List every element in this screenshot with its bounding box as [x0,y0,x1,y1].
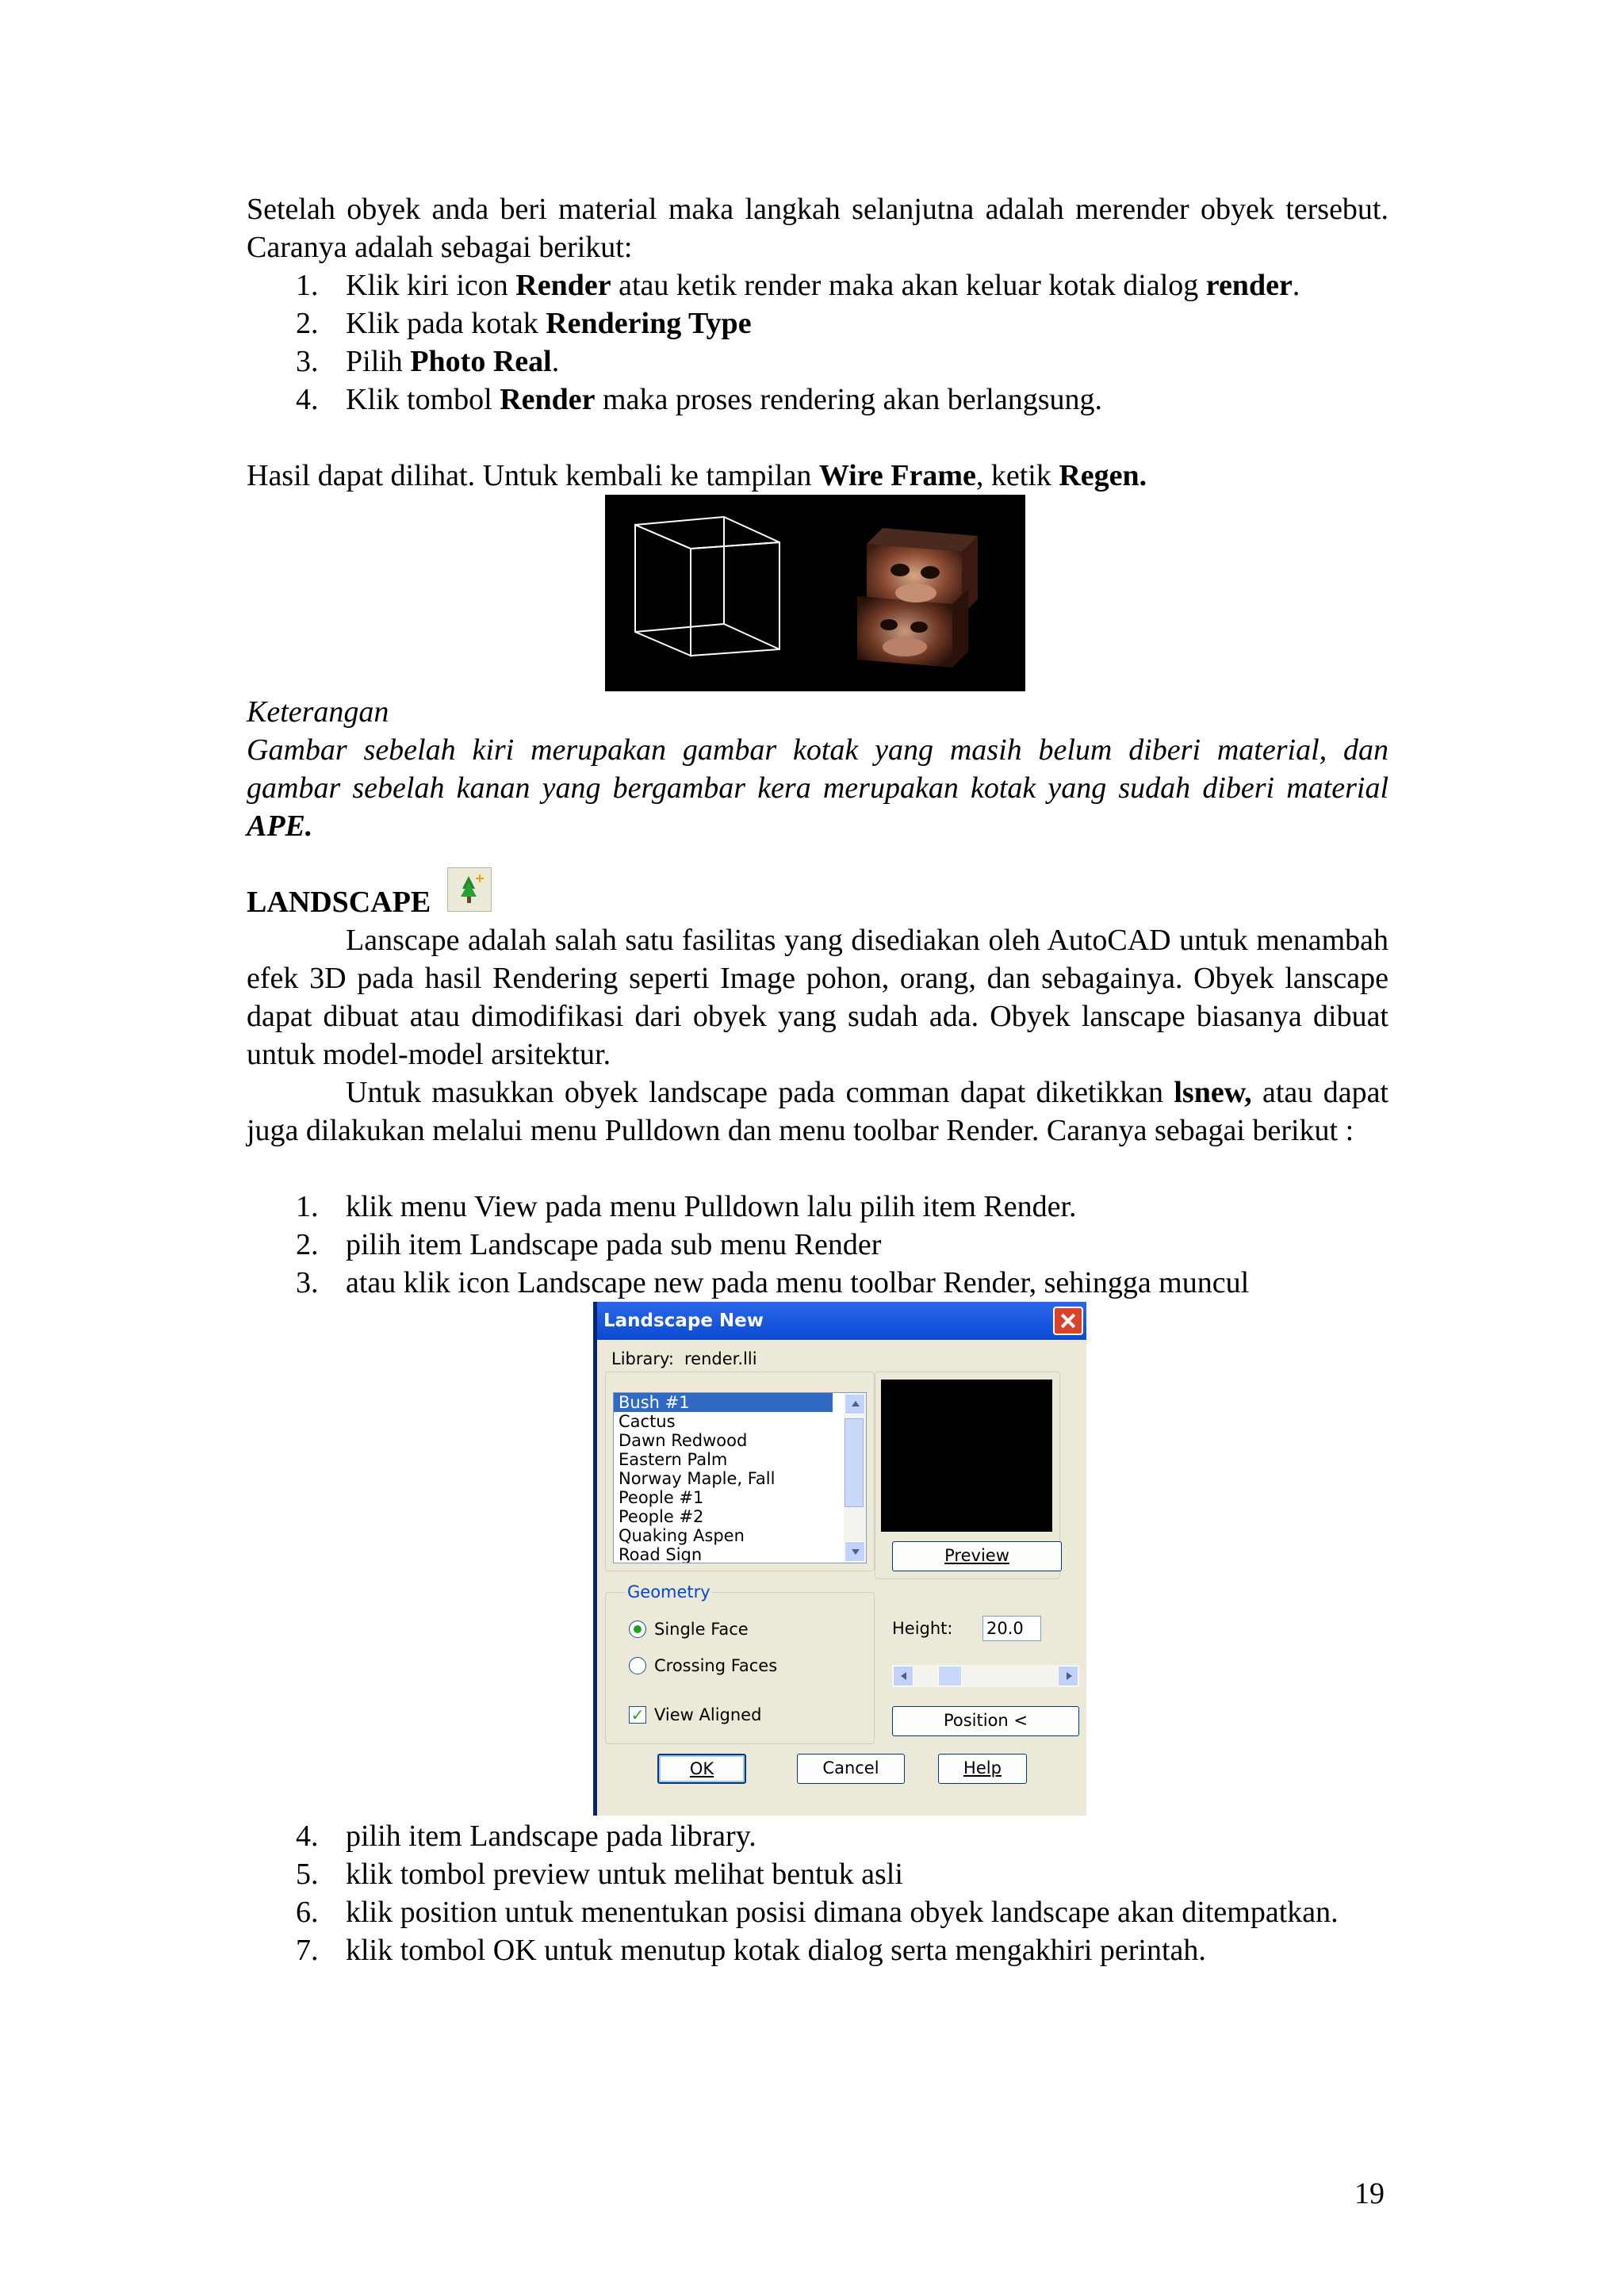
wireframe-and-textured-box-image [605,495,1025,691]
list-item[interactable]: People #1 [619,1488,704,1507]
close-icon[interactable] [1053,1307,1083,1335]
library-label: Library: [611,1349,674,1368]
scroll-down-icon[interactable] [845,1541,865,1562]
landscape-paragraph: Lanscape adalah salah satu fasilitas yang disediakan oleh AutoCAD untuk menambah efek 3D pada hasil Rendering seperti Image pohon, orang, dan sebagainya. Obyek lanscape dapat dibuat atau dimodifikasi dari obyek yang sudah ada. Obyek lanscape biasanya dibuat untuk model-model arsitektur. [247,924,1388,1071]
section-heading: LANDSCAPE [247,886,431,919]
list-item: 2. Klik pada kotak Rendering Type [296,307,752,340]
scroll-left-icon[interactable] [893,1666,914,1686]
document-page [247,190,1388,1969]
crossing-faces-label[interactable]: Crossing Faces [654,1656,778,1675]
list-item: 7. klik tombol OK untuk menutup kotak dialog serta mengakhiri perintah. [296,1934,1206,1967]
height-label: Height: [892,1619,953,1638]
intro-paragraph: Setelah obyek anda beri material maka langkah selanjutna adalah merender obyek tersebut. Caranya adalah sebagai berikut: [247,193,1388,264]
dialog-figure-container [247,1302,1388,1817]
height-input[interactable]: 20.0 [982,1616,1041,1641]
slider-thumb[interactable] [938,1666,962,1686]
wireframe-box [635,517,779,656]
render-steps-list [247,266,1388,419]
caption-title: Keterangan [247,695,389,729]
list-item: 4. Klik tombol Render maka proses rendering akan berlangsung. [296,383,1102,416]
landscape-library-list[interactable] [613,1392,867,1563]
ok-button[interactable]: OK [657,1754,746,1784]
scroll-up-icon[interactable] [845,1394,865,1414]
landscape-new-dialog [593,1302,1086,1816]
caption-text: Gambar sebelah kiri merupakan gambar kotak yang masih belum diberi material, dan gambar sebelah kanan yang bergambar kera merupakan kotak yang sudah diberi material APE. [247,733,1388,843]
list-item: 3. atau klik icon Landscape new pada menu toolbar Render, sehingga muncul [296,1266,1250,1299]
height-slider[interactable] [892,1665,1079,1687]
list-item: 4. pilih item Landscape pada library. [296,1820,756,1853]
preview-image [881,1380,1052,1532]
list-item: 2. pilih item Landscape pada sub menu Render [296,1228,882,1261]
spacer [247,419,1388,457]
library-value: render.lli [684,1349,757,1368]
result-paragraph: Hasil dapat dilihat. Untuk kembali ke tampilan Wire Frame, ketik Regen. [247,459,1147,492]
geometry-label: Geometry [627,1582,710,1601]
page-number: 19 [1354,2177,1385,2210]
dialog-title-bar[interactable] [597,1302,1086,1340]
list-item: 3. Pilih Photo Real. [296,345,560,378]
scroll-right-icon[interactable] [1058,1666,1078,1686]
landscape-new-icon [447,867,492,912]
cancel-button[interactable]: Cancel [797,1754,905,1784]
list-item: 5. klik tombol preview untuk melihat bentuk asli [296,1858,903,1891]
list-item[interactable]: Dawn Redwood [619,1431,748,1450]
list-item[interactable]: Eastern Palm [619,1450,728,1469]
list-item: 6. klik position untuk menentukan posisi dimana obyek landscape akan ditempatkan. [296,1896,1339,1929]
textured-ape-box [857,528,978,668]
list-item[interactable]: People #2 [619,1507,704,1526]
dialog-title: Landscape New [603,1311,764,1331]
lsnew-paragraph: Untuk masukkan obyek landscape pada comman dapat diketikkan lsnew, atau dapat juga dilakukan melalui menu Pulldown dan menu toolbar Render. Caranya sebagai berikut : [247,1076,1388,1147]
crossing-faces-radio[interactable] [629,1657,646,1674]
view-aligned-label[interactable]: View Aligned [654,1705,762,1724]
list-item[interactable]: Norway Maple, Fall [619,1469,776,1488]
landscape-steps-list [247,1188,1388,1302]
list-item-selected[interactable]: Bush #1 [614,1393,833,1412]
view-aligned-checkbox[interactable]: ✓ [629,1706,646,1724]
single-face-label[interactable]: Single Face [654,1620,749,1639]
list-item[interactable]: Road Sign [619,1545,703,1563]
position-button[interactable]: Position < [892,1706,1079,1736]
scrollbar-thumb[interactable] [845,1418,864,1507]
landscape-heading-row [247,874,1388,921]
preview-button[interactable]: Preview [892,1541,1062,1571]
list-scrollbar[interactable] [844,1393,866,1563]
render-comparison-figure [605,495,1025,691]
landscape-steps-list-continued [247,1817,1388,1969]
help-button[interactable]: Help [938,1754,1027,1784]
single-face-radio[interactable] [629,1621,646,1638]
spacer [247,1150,1388,1188]
list-item: 1. klik menu View pada menu Pulldown lalu pilih item Render. [296,1190,1077,1223]
list-item[interactable]: Quaking Aspen [619,1526,745,1545]
render-figure-container [247,495,1388,693]
list-item: 1. Klik kiri icon Render atau ketik render maka akan keluar kotak dialog render. [296,269,1300,302]
list-item[interactable]: Cactus [619,1412,676,1431]
